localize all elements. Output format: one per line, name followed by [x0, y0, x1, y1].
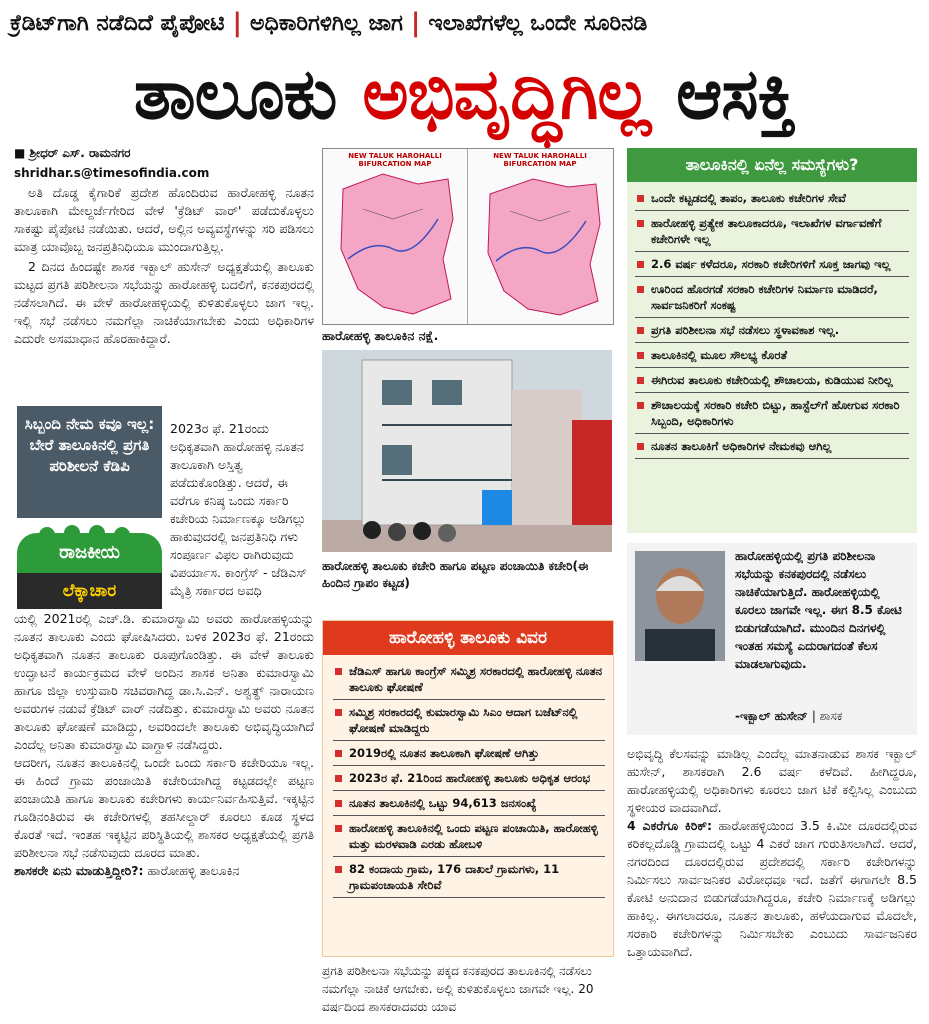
section-badge: [17, 525, 162, 609]
list-item: 2.6 ವರ್ಷ ಕಳೆದರೂ, ಸರಕಾರಿ ಕಚೇರಿಗಳಿಗೆ ಸೂಕ್ತ ಜಾಗವು ಇಲ್ಲ: [635, 252, 909, 277]
map-title: NEW TALUK HAROHALLI BIFURCATION MAP: [493, 152, 587, 168]
list-item: ಸಮ್ಮಿಶ್ರ ಸರಕಾರದಲ್ಲಿ ಕುಮಾರಸ್ವಾಮಿ ಸಿಎಂ ಆದಾಗ ಬಜೆಟ್‌ನಲ್ಲಿ ಘೋಷಣೆ ಮಾಡಿದ್ದರು: [333, 700, 605, 741]
paragraph: ಅಭಿವೃದ್ಧಿ ಕೆಲಸವನ್ನು ಮಾಡಿಲ್ಲ ಎಂದೆಲ್ಲ ಮಾತನಾಡುವ ಶಾಸಕ ಇಕ್ಬಾಲ್ ಹುಸೇನ್, ಶಾಸಕರಾಗಿ 2.6 ವರ್ಷ ಕಳೆದಿವೆ. ಹೀಗಿದ್ದರೂ, ಹಾರೋಹಳ್ಳಿಯಲ್ಲಿ ಅಧಿಕಾರಿಗಳು ಕೂರಲು ಜಾಗ ಟಿಕೆ ಕಲ್ಪಿಸಿಲ್ಲ ಎಂಬುದು ಸ್ಥಳೀಯರ ವಾದವಾಗಿದೆ.: [627, 746, 917, 815]
kicker-separator: |: [410, 8, 421, 38]
quote-author-name: -ಇಕ್ಬಾಲ್ ಹುಸೇನ್: [735, 709, 808, 723]
map-panel-left: [323, 149, 468, 324]
list-item: ನೂತನ ತಾಲೂಕಿನಲ್ಲಿ ಒಟ್ಟು 94,613 ಜನಸಂಖ್ಯೆ: [333, 791, 605, 816]
list-item: 2019ರಲ್ಲಿ ನೂತನ ತಾಲೂಕಾಗಿ ಘೋಷಣೆ ಆಗಿತ್ತು: [333, 741, 605, 766]
quote-author: [735, 709, 842, 724]
article-continuation: ಪ್ರಗತಿ ಪರಿಶೀಲನಾ ಸಭೆಯನ್ನು ಪಕ್ಕದ ಕನಕಪುರದ ತಾಲೂಕಿನಲ್ಲಿ ನಡೆಸಲು ನಮಗೆಲ್ಲಾ ನಾಚಿಕೆ ಆಗಬೇಕು. ಅಲ್ಲಿ ಕುಳಿತುಕೊಳ್ಳಲು ಜಾಗವೇ ಇಲ್ಲ. 20 ವರ್ಷದಿಂದ ಶಾಸಕರಾದವರು ಯಾವ: [322, 964, 594, 1014]
headline-word-2: ಅಭಿವೃದ್ಧಿಗಿಲ್ಲ: [362, 52, 651, 135]
problems-list: [635, 186, 909, 459]
photo-caption: ಹಾರೋಹಳ್ಳಿ ತಾಲೂಕು ಕಚೇರಿ ಹಾಗೂ ಪಟ್ಟಣ ಪಂಚಾಯಿತಿ ಕಚೇರಿ(ಈ ಹಿಂದಿನ ಗ್ರಾಪಂ ಕಟ್ಟಡ): [322, 559, 589, 590]
list-item: ಹಾರೋಹಳ್ಳಿ ತಾಲೂಕಿನಲ್ಲಿ ಒಂದು ಪಟ್ಟಣ ಪಂಚಾಯಿತಿ, ಹಾರೋಹಳ್ಳಿ ಮತ್ತು ಮರಳವಾಡಿ ಎರಡು ಹೋಬಳಿ: [333, 816, 605, 857]
paragraph: ಹಾರೋಹಳ್ಳಿ ತಾಲೂಕಿನ: [147, 863, 240, 878]
quote-text: ಹಾರೋಹಳ್ಳಿಯಲ್ಲಿ ಪ್ರಗತಿ ಪರಿಶೀಲನಾ ಸಭೆಯನ್ನು ಕನಕಪುರದಲ್ಲಿ ನಡೆಸಲು ನಾಚಿಕೆಯಾಗುತ್ತಿದೆ. ಹಾರೋಹಳ್ಳಿಯಲ್ಲಿ ಕೂರಲು ಜಾಗವೇ ಇಲ್ಲ. ಈಗ 8.5 ಕೋಟಿ ಬಿಡುಗಡೆಯಾಗಿದೆ. ಮುಂದಿನ ದಿನಗಳಲ್ಲಿ ಇಂತಹ ಸಮಸ್ಯೆ ಎದುರಾಗದಂತೆ ಕೆಲಸ ಮಾಡಲಾಗುವುದು.: [735, 549, 902, 671]
taluk-details-box: [322, 620, 614, 957]
list-item: ಹಾರೋಹಳ್ಳಿ ಪ್ರತ್ಯೇಕ ತಾಲೂಕಾದರೂ, ಇಲಾಖೆಗಳ ವರ್ಗಾವಣೆಗೆ ಕಚೇರಿಗಳೇ ಇಲ್ಲ: [635, 211, 909, 252]
list-item: ಊರಿಂದ ಹೊರಗಡೆ ಸರಕಾರಿ ಕಚೇರಿಗಳ ನಿರ್ಮಾಣ ಮಾಡಿದರೆ, ಸಾರ್ವಜನಿಕರಿಗೆ ಸಂಕಷ್ಟ: [635, 277, 909, 318]
quote-author-role: | ಶಾಸಕ: [811, 709, 843, 723]
badge-top-label: ರಾಜಕೀಯ: [17, 533, 162, 573]
kicker-separator: |: [232, 8, 243, 38]
map-panel-right: [468, 149, 612, 324]
article-column-1c: [14, 610, 314, 880]
map-caption: ಹಾರೋಹಳ್ಳಿ ತಾಲೂಕಿನ ನಕ್ಷೆ.: [322, 328, 439, 343]
list-item: ಶೌಚಾಲಯಕ್ಕೆ ಸರಕಾರಿ ಕಚೇರಿ ಬಿಟ್ಟು, ಹಾಸ್ಟೆಲ್‌ಗೆ ಹೋಗುವ ಸರಕಾರಿ ಸಿಬ್ಬಂದಿ, ಅಧಿಕಾರಿಗಳು: [635, 393, 909, 434]
taluk-details-title: ಹಾರೋಹಳ್ಳಿ ತಾಲೂಕು ವಿವರ: [323, 621, 613, 655]
badge-bottom-label: ಲೆಕ್ಕಾಚಾರ: [17, 573, 162, 609]
map-region-graphic: [468, 149, 612, 324]
list-item: ಈಗಿರುವ ತಾಲೂಕು ಕಚೇರಿಯಲ್ಲಿ ಶೌಚಾಲಯ, ಕುಡಿಯುವ ನೀರಿಲ್ಲ: [635, 368, 909, 393]
highlight-quote-box: ಸಿಬ್ಬಂದಿ ನೇಮ ಕವೂ ಇಲ್ಲ: ಬೇರೆ ತಾಲೂಕಿನಲ್ಲಿ ಪ್ರಗತಿ ಪರಿಶೀಲನೆ ಕೆಡಿಪಿ: [17, 406, 162, 518]
kicker-part-2: ಅಧಿಕಾರಿಗಳಿಗಿಲ್ಲ ಜಾಗ: [250, 10, 403, 36]
list-item: ತಾಲೂಕಿನಲ್ಲಿ ಮೂಲ ಸೌಲಭ್ಯ ಕೊರತೆ: [635, 343, 909, 368]
kicker-part-3: ಇಲಾಖೆಗಳೆಲ್ಲ ಒಂದೇ ಸೂರಿನಡಿ: [428, 10, 648, 36]
paragraph: 2 ದಿನದ ಹಿಂದಷ್ಟೇ ಶಾಸಕ ಇಕ್ಬಾಲ್ ಹುಸೇನ್ ಅಧ್ಯಕ್ಷತೆಯಲ್ಲಿ ತಾಲೂಕು ಮಟ್ಟದ ಪ್ರಗತಿ ಪರಿಶೀಲನಾ ಸಭೆಯನ್ನು ಹಾರೋಹಳ್ಳಿ ಬದಲಿಗೆ, ಕನಕಪುರದಲ್ಲಿ ನಡೆಸಲಾಗಿದೆ. ಈ ವೇಳೆ ಹಾರೋಹಳ್ಳಿಯಲ್ಲಿ ಕುಳಿತುಕೊಳ್ಳಲು ಜಾಗ ಇಲ್ಲ. ಇಲ್ಲಿ ಸಭೆ ನಡೆಸಲು ನಮಗೆಲ್ಲಾ ನಾಚಿಕೆಯಾಗಬೇಕು ಎಂದು ಅಧಿಕಾರಿಗಳ ಎದುರೇ ಅಸಮಾಧಾನ ಹೊರಹಾಕಿದ್ದಾರೆ.: [14, 259, 314, 346]
author-email: shridhar.s@timesofindia.com: [14, 166, 210, 180]
paragraph: ಆದರೀಗ, ನೂತನ ತಾಲೂಕಿನಲ್ಲಿ ಒಂದೇ ಒಂದು ಸರ್ಕಾರಿ ಕಚೇರಿಯೂ ಇಲ್ಲ. ಈ ಹಿಂದೆ ಗ್ರಾಮ ಪಂಚಾಯಿತಿ ಕಚೇರಿಯಾಗಿದ್ದ ಕಟ್ಟಡದಲ್ಲೇ ಪಟ್ಟಣ ಪಂಚಾಯಿತಿ ಹಾಗೂ ತಾಲೂಕು ಕಚೇರಿಗಳು ಕಾರ್ಯನಿರ್ವಹಿಸುತ್ತಿವೆ. ಇಕ್ಕಟ್ಟಿನ ಗೂಡಿನಂತಿರುವ ಈ ಕಚೇರಿಗಳಲ್ಲಿ ತಹಸೀಲ್ದಾರ್ ಕೂರಲು ಕೂಡ ಸ್ಥಳದ ಕೊರತೆ ಇದೆ. ಇಂತಹ ಇಕ್ಕಟ್ಟಿನ ಪರಿಸ್ಥಿತಿಯಲ್ಲಿ ಶಾಸಕರ ಅಧ್ಯಕ್ಷತೆಯಲ್ಲಿ ಪ್ರಗತಿ ಪರಿಶೀಲನಾ ಸಭೆ ನಡೆಸುವುದು ದೂರದ ಮಾತು.: [14, 755, 314, 860]
article-column-1: [14, 184, 314, 350]
article-column-1b: 2023ರ ಫೆ. 21ರಂದು ಅಧಿಕೃತವಾಗಿ ಹಾರೋಹಳ್ಳಿ ನೂತನ ತಾಲೂಕಾಗಿ ಅಸ್ತಿತ್ವ ಪಡೆದುಕೊಂಡಿತ್ತು. ಆದರೆ, ಈ ವರೆಗೂ ಕನಿಷ್ಠ ಒಂದು ಸರ್ಕಾರಿ ಕಚೇರಿಯ ನಿರ್ಮಾಣಕ್ಕೂ ಅಡಿಗಲ್ಲು ಹಾಕುವುದರಲ್ಲಿ ಜನಪ್ರತಿನಿಧಿ ಗಳು ಸಂಪೂರ್ಣ ವಿಫಲ ರಾಗಿರುವುದು ವಿಪರ್ಯಾಸ. ಕಾಂಗ್ರೆಸ್ - ಜೆಡಿಎಸ್ ಮೈತ್ರಿ ಸರ್ಕಾರದ ಅವಧಿ: [170, 421, 307, 598]
office-building-photo: [322, 350, 612, 552]
problems-box: [627, 148, 917, 533]
subheading: ಶಾಸಕರೇ ಏನು ಮಾಡುತ್ತಿದ್ದೀರಿ?:: [14, 863, 144, 878]
byline: ■ ಶ್ರೀಧರ್ ಎಸ್. ರಾಮನಗರ: [14, 146, 131, 160]
map-title: NEW TALUK HAROHALLI BIFURCATION MAP: [348, 152, 442, 168]
kicker-line: [0, 0, 929, 46]
list-item: ಒಂದೇ ಕಟ್ಟಡದಲ್ಲಿ ತಾಪಂ, ತಾಲೂಕು ಕಚೇರಿಗಳ ಸೇವೆ: [635, 186, 909, 211]
avatar: [635, 551, 725, 661]
paragraph-text: ಹಾರೋಹಳ್ಳಿಯಿಂದ 3.5 ಕಿ.ಮೀ ದೂರದಲ್ಲಿರುವ ಕರಿಕಲ್ಲದೊಡ್ಡಿ ಗ್ರಾಮದಲ್ಲಿ ಒಟ್ಟು 4 ಎಕರೆ ಜಾಗ ಗುರುತಿಸಲಾಗಿದೆ. ಆದರೆ, ನಗರದಿಂದ ದೂರದಲ್ಲಿರುವ ಪ್ರದೇಶದಲ್ಲಿ ಸರ್ಕಾರಿ ಕಚೇರಿಗಳನ್ನು ನಿರ್ಮಿಸಲು ಸಾರ್ವಜನಿಕರ ವಿರೋಧವೂ ಇದೆ. ಜತೆಗೆ ಈಗಾಗಲೇ 8.5 ಕೋಟಿ ಅನುದಾನ ಬಿಡುಗಡೆಯಾಗಿದ್ದರೂ, ಕಚೇರಿ ನಿರ್ಮಾಣಕ್ಕೆ ಅಡಿಗಲ್ಲು ಹಾಕಿಲ್ಲ. ಈಗಲಾದರೂ, ನೂತನ ತಾಲೂಕು, ಹಳೆಯದಾಗುವ ಮೊದಲೇ, ಸರಕಾರಿ ಕಚೇರಿಗಳನ್ನು ನಿರ್ಮಿಸಬೇಕು ಎಂಬುದು ಸಾರ್ವಜನಿಕರ ಒತ್ತಾಯವಾಗಿದೆ.: [627, 818, 917, 959]
headline-word-1: ತಾಲೂಕು: [133, 52, 337, 135]
map-region-graphic: [323, 149, 467, 324]
list-item: ಪ್ರಗತಿ ಪರಿಶೀಲನಾ ಸಭೆ ನಡೆಸಲು ಸ್ಥಳಾವಕಾಶ ಇಲ್ಲ.: [635, 318, 909, 343]
paragraph: ಅತಿ ದೊಡ್ಡ ಕೈಗಾರಿಕೆ ಪ್ರದೇಶ ಹೊಂದಿರುವ ಹಾರೋಹಳ್ಳಿ ನೂತನ ತಾಲೂಕಾಗಿ ಮೇಲ್ದರ್ಜೆಗೇರಿದ ವೇಳೆ 'ಕ್ರೆಡಿಟ್ ವಾರ್' ಪಡೆದುಕೊಳ್ಳಲು ಸಾಕಷ್ಟು ಪೈಪೋಟಿ ನಡೆಯಿತು. ಆದರೆ, ಅಲ್ಲಿನ ಅವ್ಯವಸ್ಥೆಗಳನ್ನು ಸರಿ ಪಡಿಸಲು ಮಾತ್ರ ಯಾವೊಬ್ಬ ಜನಪ್ರತಿನಿಧಿಯೂ ಮುಂದಾಗುತ್ತಿಲ್ಲ.: [14, 185, 314, 254]
taluk-details-list: [333, 659, 605, 898]
list-item: 82 ಕಂದಾಯ ಗ್ರಾಮ, 176 ದಾಖಲೆ ಗ್ರಾಮಗಳು, 11 ಗ್ರಾಮಪಂಚಾಯತಿ ಸೇರಿವೆ: [333, 857, 605, 898]
building-image: [322, 350, 612, 552]
person-photo: [635, 551, 725, 661]
quote-card: [627, 543, 917, 735]
list-item: ನೂತನ ತಾಲೂಕಿಗೆ ಅಧಿಕಾರಿಗಳ ನೇಮಕವು ಆಗಿಲ್ಲ: [635, 434, 909, 459]
article-column-3: [627, 745, 917, 961]
paragraph: ಯಲ್ಲಿ 2021ರಲ್ಲಿ ಎಚ್.ಡಿ. ಕುಮಾರಸ್ವಾಮಿ ಅವರು ಹಾರೋಹಳ್ಳಿಯನ್ನು ನೂತನ ತಾಲೂಕು ಎಂದು ಘೋಷಿಸಿದರು. ಬಳಿಕ 2023ರ ಫೆ. 21ರಂದು ಅಧಿಕೃತವಾಗಿ ನೂತನ ತಾಲೂಕು ರೂಪುಗೊಂಡಿತ್ತು. ಈ ವೇಳೆ ತಾಲೂಕು ಉದ್ಘಾಟನೆ ಕಾರ್ಯಕ್ರಮದ ವೇಳೆ ಅಂದಿನ ಶಾಸಕ ಅನಿತಾ ಕುಮಾರಸ್ವಾಮಿ ಹಾಗೂ ಜಿಲ್ಲಾ ಉಸ್ತುವಾರಿ ಸಚಿವರಾಗಿದ್ದ ಡಾ.ಸಿ.ಎನ್. ಅಶ್ವತ್ಥ್ ನಾರಾಯಣ ಅವರುಗಳ ನಡುವೆ ಕ್ರೆಡಿಟ್ ವಾರ್ ನಡೆದಿತ್ತು. ಕುಮಾರಸ್ವಾಮಿ ಅವರು ನೂತನ ತಾಲೂಕು ಘೋಷಣೆ ಮಾಡಿದ್ದು, ಅವರಿಂದಲೇ ತಾಲೂಕು ಅಭಿವೃದ್ಧಿಯಾಗಿದೆ ಎಂದೆಲ್ಲ ಅನಿತಾ ಕುಮಾರಸ್ವಾಮಿ ವಾಗ್ದಾಳಿ ನಡೆಸಿದ್ದರು.: [14, 611, 314, 752]
subheading: 4 ಎಕರೆಗೂ ಕಿರಿಕ್:: [627, 818, 713, 833]
headline-word-3: ಆಸಕ್ತಿ: [676, 52, 796, 135]
taluk-map: [322, 148, 614, 325]
headline: [0, 48, 929, 140]
problems-title: ತಾಲೂಕಿನಲ್ಲಿ ಏನೆಲ್ಲ ಸಮಸ್ಯೆಗಳು?: [627, 148, 917, 182]
kicker-part-1: ಕ್ರೆಡಿಟ್‌ಗಾಗಿ ನಡೆದಿದೆ ಪೈಪೋಟಿ: [10, 10, 225, 36]
paragraph: [627, 817, 917, 961]
list-item: 2023ರ ಫೆ. 21ರಿಂದ ಹಾರೋಹಳ್ಳಿ ತಾಲೂಕು ಅಧಿಕೃತ ಆರಂಭ: [333, 766, 605, 791]
list-item: ಜೆಡಿಎಸ್ ಹಾಗೂ ಕಾಂಗ್ರೆಸ್ ಸಮ್ಮಿಶ್ರ ಸರಕಾರದಲ್ಲಿ ಹಾರೋಹಳ್ಳಿ ನೂತನ ತಾಲೂಕು ಘೋಷಣೆ: [333, 659, 605, 700]
